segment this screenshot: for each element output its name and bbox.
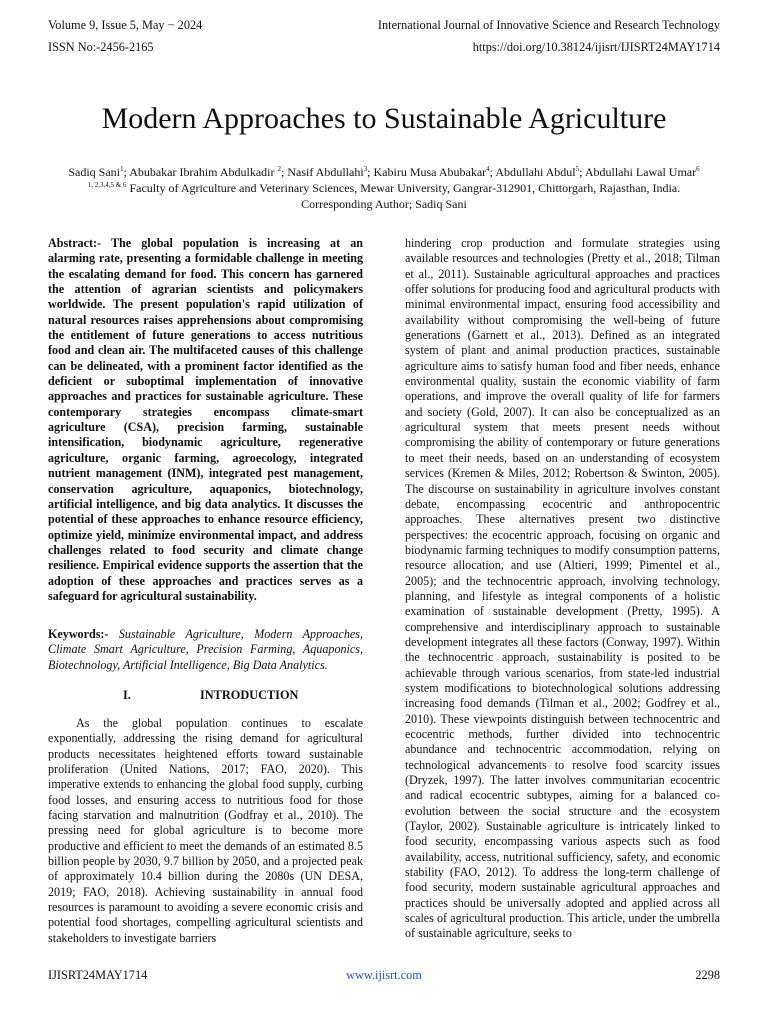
- affiliation-text: Faculty of Agriculture and Veterinary Sciences, Mewar University, Gangrar-312901, Chittorgarh, Rajasthan, India.: [126, 181, 681, 195]
- author-name: Kabiru Musa Abubakar: [373, 165, 487, 179]
- affiliation-sup: 1, 2,3,4,5 & 6: [87, 181, 127, 189]
- corresponding-author: Corresponding Author; Sadiq Sani: [301, 197, 467, 211]
- author-sup: 1: [120, 165, 124, 173]
- issn: ISSN No:-2456-2165: [48, 40, 154, 54]
- separator: ;: [489, 165, 496, 179]
- author-sup: 3: [363, 165, 368, 173]
- page-number: 2298: [695, 968, 720, 982]
- volume-info: Volume 9, Issue 5, May − 2024: [48, 18, 203, 32]
- paper-title: Modern Approaches to Sustainable Agriculture: [101, 102, 667, 135]
- section-title: INTRODUCTION: [200, 688, 299, 702]
- separator: ;: [123, 165, 130, 179]
- separator: ;: [367, 165, 374, 179]
- separator: ;: [579, 165, 585, 179]
- separator: ;: [280, 165, 288, 179]
- doi-link[interactable]: https://doi.org/10.38124/ijisrt/IJISRT24MAY1714: [472, 40, 720, 54]
- keywords-text: Sustainable Agriculture, Modern Approaches, Climate Smart Agriculture, Precision Farming, Aquaponics, Biotechnology, Artificial Intelligence, Big Data Analytics.: [48, 627, 363, 672]
- author-name: Sadiq Sani: [68, 165, 121, 179]
- section-number: I.: [123, 688, 131, 702]
- author-sup: 2: [277, 165, 281, 173]
- author-name: Abubakar Ibrahim Abdulkadir: [129, 165, 278, 179]
- footer-website-link[interactable]: www.ijisrt.com: [346, 968, 422, 982]
- author-name: Abdullahi Lawal Umar: [584, 165, 697, 179]
- author-block: [0, 164, 768, 212]
- intro-paragraph-right: hindering crop production and formulate strategies using available resources and technologies (Pretty et al., 2018; Tilman et al., 2011). Sustainable agricultural approaches and practices offer solutions for producing food and agricultural products with minimal environmental impact, ensuring food accessibility and availability without compromising the well-being of future generations (Garnett et al., 2013). Defined as an integrated system of plant and animal production practices, sustainable agriculture aims to satisfy human food and fiber needs, enhance environmental quality, sustain the economic viability of farm operations, and improve the overall quality of life for farmers and society (Gold, 2007). It can also be conceptualized as an agricultural system that meets present needs without compromising the ability of contemporary or future generations to meet their needs, based on an understanding of ecosystem services (Kremen & Miles, 2012; Robertson & Swinton, 2005). The discourse on sustainability in agriculture involves constant debate, encompassing ecocentric and anthropocentric approaches. These alternatives present two distinctive perspectives: the ecocentric approach, focusing on organic and biodynamic farming techniques to modify consumption patterns, resource allocation, and use (Altieri, 1999; Pimentel et al., 2005); and the technocentric approach, involving technology, planning, and lifestyle as integral components of a holistic examination of sustainable development (Pretty, 1995). A comprehensive and interdisciplinary approach to sustainable development integrates all these factors (Conway, 1997). Within the technocentric approach, sustainability is posited to be achievable through various scenarios, from state-led industrial system modifications to biotechnological solutions addressing increasing food demands (Tilman et al., 2002; Godfrey et al., 2010). These viewpoints distinguish between technocentric and ecocentric methods, further divided into technocentric abundance and technocentric accommodation, relying on technological advancements to resolve food scarcity issues (Dryzek, 1997). The latter involves communitarian ecocentric and radical ecocentric subtypes, aiming for a balanced co-evolution between the social structure and the ecosystem (Taylor, 2002). Sustainable agriculture is intricately linked to food security, encompassing various aspects such as food availability, access, nutritional sufficiency, safety, and economic stability (FAO, 2012). To address the long-term challenge of food security, modern sustainable agricultural approaches and practices should be universally adopted and applied across all scales of agricultural production. This article, under the umbrella of sustainable agriculture, seeks to: [405, 236, 720, 941]
- affiliation: [0, 180, 768, 196]
- author-name: Abdullahi Abdul: [495, 165, 576, 179]
- footer-paper-id: IJISRT24MAY1714: [48, 968, 148, 982]
- author-sup: 4: [486, 165, 490, 173]
- keywords-label: Keywords:-: [48, 627, 119, 641]
- intro-paragraph-left: As the global population continues to escalate exponentially, addressing the rising demand for agricultural products necessitates heightened efforts toward sustainable proliferation (United Nations, 2017; FAO, 2020). This imperative extends to enhancing the global food supply, curbing food losses, and ensuring access to nutritious food for those facing starvation and malnutrition (Godfray et al., 2010). The pressing need for global agriculture is to become more productive and efficient to meet the demands of an estimated 8.5 billion people by 2030, 9.7 billion by 2050, and a projected peak of approximately 10.4 billion during the 2080s (UN DESA, 2019; FAO, 2018). Achieving sustainability in annual food resources is paramount to avoiding a severe economic crisis and potential food shortages, compelling agricultural scientists and stakeholders to investigate barriers: [48, 716, 363, 945]
- keywords: [48, 627, 363, 673]
- author-sup: 6: [696, 165, 700, 173]
- author-list: [0, 164, 768, 180]
- abstract: Abstract:- The global population is increasing at an alarming rate, presenting a formidable challenge in meeting the escalating demand for food. This concern has garnered the attention of agrarian scientists and policymakers worldwide. The present population's rapid utilization of natural resources raises apprehensions about compromising the entitlement of future generations to access nutritious food and clean air. The multifaceted causes of this challenge can be delineated, with a prominent factor identified as the deficient or suboptimal implementation of innovative approaches and practices for sustainable agriculture. These contemporary strategies encompass climate-smart agriculture (CSA), precision farming, sustainable intensification, biodynamic agriculture, regenerative agriculture, organic farming, agroecology, integrated nutrient management (INM), integrated pest management, conservation agriculture, aquaponics, biotechnology, artificial intelligence, and big data analytics. It discusses the potential of these approaches to enhance resource efficiency, optimize yield, minimize environmental impact, and address challenges related to food security and climate change resilience. Empirical evidence supports the assertion that the adoption of these approaches and practices serves as a safeguard for agricultural sustainability.: [48, 236, 363, 603]
- author-name: Nasif Abdullahi: [287, 165, 364, 179]
- author-sup: 5: [575, 165, 580, 173]
- journal-name: International Journal of Innovative Science and Research Technology: [377, 18, 720, 32]
